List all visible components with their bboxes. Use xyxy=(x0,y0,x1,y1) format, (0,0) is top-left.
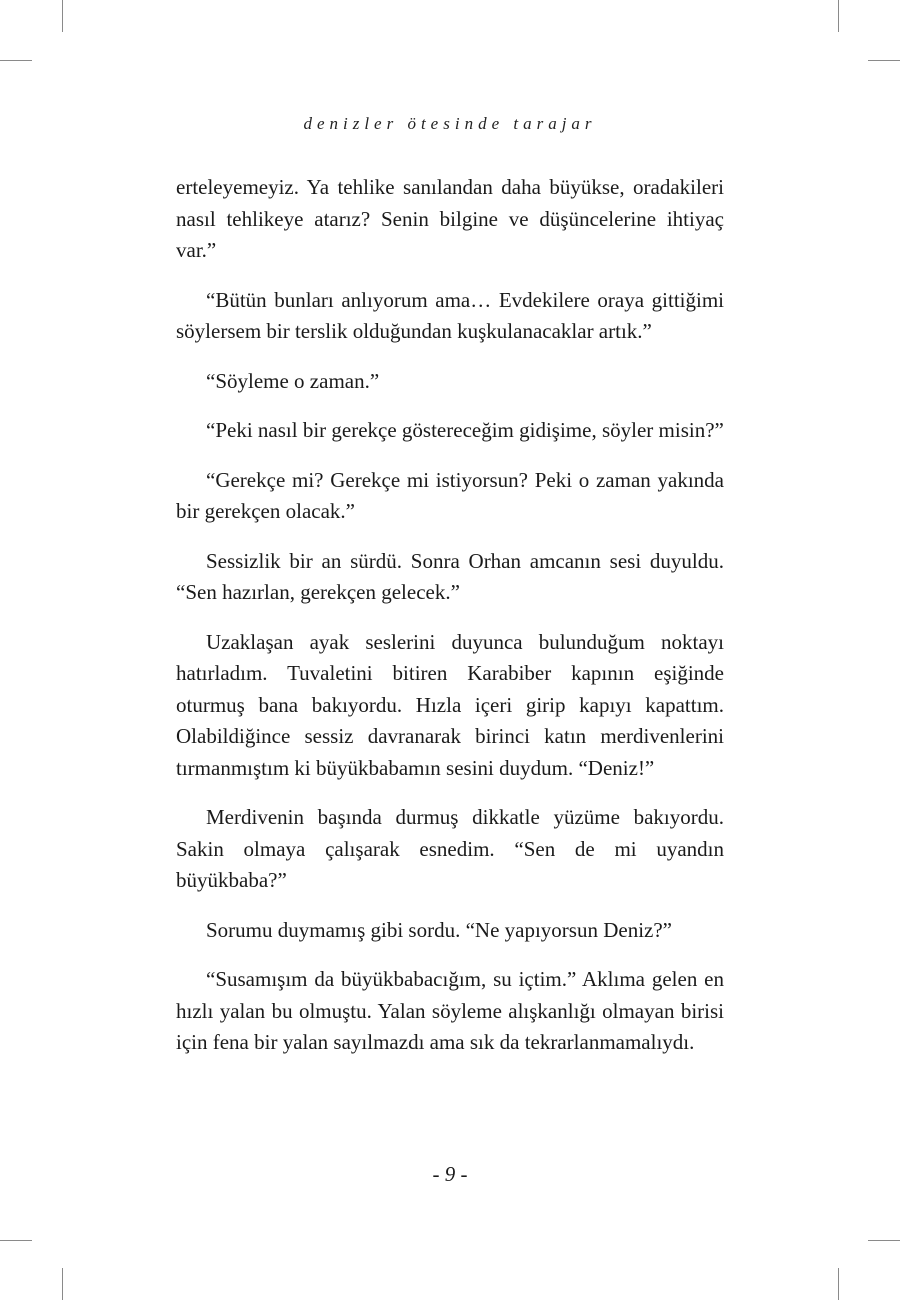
paragraph-6: Sessizlik bir an sürdü. Sonra Orhan amcanın sesi duyuldu. “Sen hazırlan, gerekçen gelecek.” xyxy=(176,548,724,604)
paragraph-3: “Söyleme o zaman.” xyxy=(206,368,380,393)
running-head: denizler ötesinde tarajar xyxy=(303,114,597,133)
paragraph-7: Uzaklaşan ayak seslerini duyunca bulunduğum noktayı hatırladım. Tuvaletini bitiren Karabiber kapının eşiğinde oturmuş bana bakıyordu. Hızla içeri girip kapıyı kapattım. Olabildiğince sessiz davranarak birinci katın merdivenlerini tırmanmıştım ki büyükbabamın sesini duydum. “Deniz!” xyxy=(176,629,724,780)
crop-mark-top-left-h xyxy=(0,60,32,61)
crop-mark-top-right-h xyxy=(868,60,900,61)
paragraph-2: “Bütün bunları anlıyorum ama… Evdekilere oraya gittiğimi söylersem bir terslik olduğundan kuşkulanacaklar artık.” xyxy=(176,287,724,343)
paragraph-4: “Peki nasıl bir gerekçe göstereceğim gidişime, söyler misin?” xyxy=(206,418,724,442)
page-number: - 9 - xyxy=(432,1162,468,1186)
paragraph-5: “Gerekçe mi? Gerekçe mi istiyorsun? Peki o zaman yakında bir gerekçen olacak.” xyxy=(176,467,724,523)
crop-mark-bottom-right-h xyxy=(868,1240,900,1241)
paragraph-8: Merdivenin başında durmuş dikkatle yüzüme bakıyordu. Sakin olmaya çalışarak esnedim. “Sen de mi uyandın büyükbaba?” xyxy=(176,805,724,892)
crop-mark-bottom-left xyxy=(62,1268,63,1300)
body-text xyxy=(176,172,724,1077)
paragraph-9: Sorumu duymamış gibi sordu. “Ne yapıyorsun Deniz?” xyxy=(206,917,672,942)
paragraph-1: erteleyemeyiz. Ya tehlike sanılandan daha büyükse, oradakileri nasıl tehlikeye atarız? Senin bilgine ve düşüncelerine ihtiyaç var.” xyxy=(176,175,724,262)
crop-mark-top-left xyxy=(62,0,63,32)
crop-mark-bottom-left-h xyxy=(0,1240,32,1241)
crop-mark-top-right xyxy=(838,0,839,32)
paragraph-10: “Susamışım da büyükbabacığım, su içtim.” Aklıma gelen en hızlı yalan bu olmuştu. Yalan söyleme alışkanlığı olmayan birisi için fena bir yalan sayılmazdı ama sık da tekrarlanmamalıydı. xyxy=(176,967,724,1054)
crop-mark-bottom-right xyxy=(838,1268,839,1300)
